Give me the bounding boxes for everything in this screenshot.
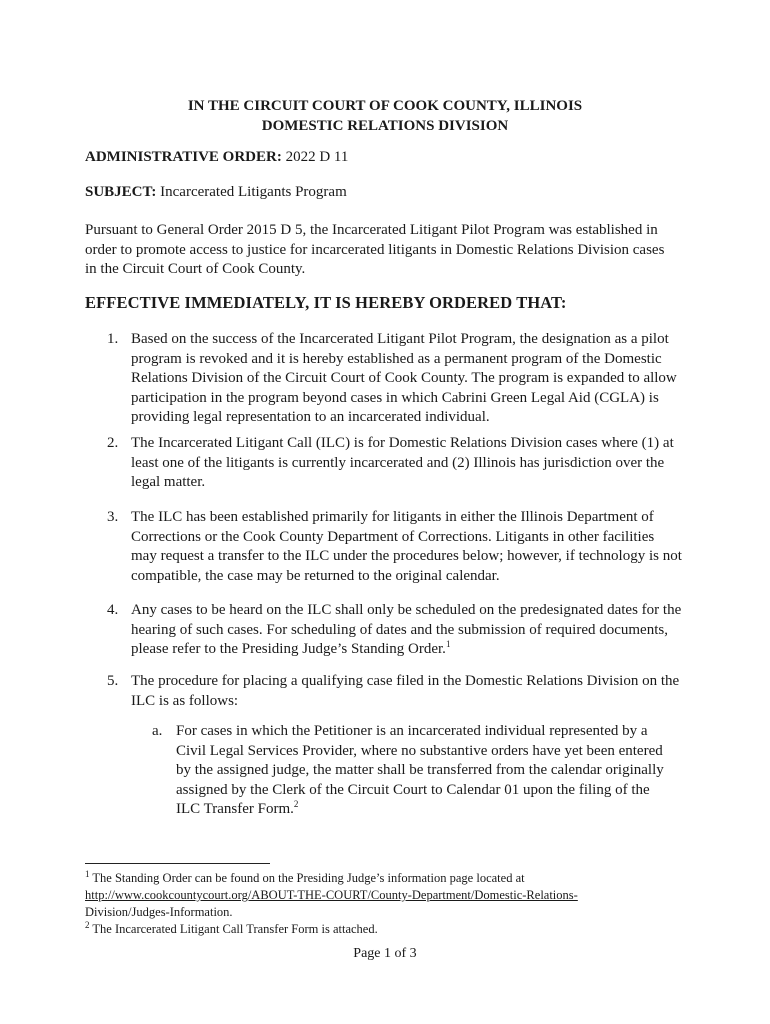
footnote-ref-1: 1 [445,639,451,649]
admin-order-value: 2022 D 11 [285,149,349,165]
order-item-1 [107,330,682,428]
intro-paragraph: Pursuant to General Order 2015 D 5, the Incarcerated Litigant Pilot Program was established in order to promote access to justice for incarcerated litigants in Domestic Relations Division cases in the Circuit Court of Cook County. [85,222,665,277]
footnote-divider [85,863,270,864]
subject-label: SUBJECT: [85,184,157,200]
ordered-heading: EFFECTIVE IMMEDIATELY, IT IS HEREBY ORDERED THAT: [85,293,567,312]
order-item-2 [107,434,682,493]
court-header [0,96,770,136]
item-text: The ILC has been established primarily for litigants in either the Illinois Department of Corrections or the Cook County Department of Corrections. Litigants in other facilities may request a transfer to the ILC under the procedures below; however, if technology is not compatible, the case may be returned to the original calendar. [131,509,682,584]
item-text: Based on the success of the Incarcerated Litigant Pilot Program, the designation as a pilot program is revoked and it is hereby established as a permanent program of the Domestic Relations Division of the Circuit Court of Cook County. The program is expanded to allow participation in the program beyond cases in which Cabrini Green Legal Aid (CGLA) is providing legal representation to an incarcerated individual. [131,331,677,425]
subitem-text: For cases in which the Petitioner is an incarcerated individual represented by a Civil Legal Services Provider, where no substantive orders have yet been entered by the assigned judge, the matter shall be transferred from the calendar originally assigned by the Clerk of the Circuit Court to Calendar 01 upon the filing of the ILC Transfer Form. [176,723,664,817]
footnote-1 [85,870,705,921]
item-number: 5. [107,673,119,689]
item-text: The procedure for placing a qualifying case filed in the Domestic Relations Division on the ILC is as follows: [131,673,680,709]
order-item-5 [107,672,682,711]
order-item-3 [107,508,682,586]
subject-value: Incarcerated Litigants Program [160,184,347,200]
footnote-text: The Incarcerated Litigant Call Transfer Form is attached. [92,922,378,936]
footnote-ref-2: 2 [293,799,299,809]
item-text: The Incarcerated Litigant Call (ILC) is for Domestic Relations Division cases where (1) at least one of the litigants is currently incarcerated and (2) Illinois has jurisdiction over the legal matter. [131,435,674,490]
item-number: 4. [107,602,119,618]
subitem-letter: a. [152,723,163,739]
footnote-text: The Standing Order can be found on the Presiding Judge’s information page located at [92,871,525,885]
footnote-number: 1 [85,868,90,879]
court-name: IN THE CIRCUIT COURT OF COOK COUNTY, ILLINOIS [187,98,583,114]
standing-order-link[interactable]: http://www.cookcountycourt.org/ABOUT-THE-COURT/County-Department/Domestic-Relations- [85,888,578,902]
admin-order-label: ADMINISTRATIVE ORDER: [85,149,282,165]
item-number: 2. [107,435,119,451]
item-number: 1. [107,331,119,347]
order-subitem-a [152,722,677,820]
admin-order-line [85,148,685,168]
page-number: Page 1 of 3 [353,946,417,961]
footnote-number: 2 [85,919,90,930]
item-number: 3. [107,509,119,525]
item-text: Any cases to be heard on the ILC shall only be scheduled on the predesignated dates for the hearing of such cases. For scheduling of dates and the submission of required documents, please refer to the Presiding Judge’s Standing Order. [131,602,682,657]
footnote-continuation: Division/Judges-Information. [85,905,233,919]
order-item-4 [107,601,682,660]
subject-line [85,183,685,203]
footnote-2 [85,921,705,938]
division-name: DOMESTIC RELATIONS DIVISION [261,118,509,134]
